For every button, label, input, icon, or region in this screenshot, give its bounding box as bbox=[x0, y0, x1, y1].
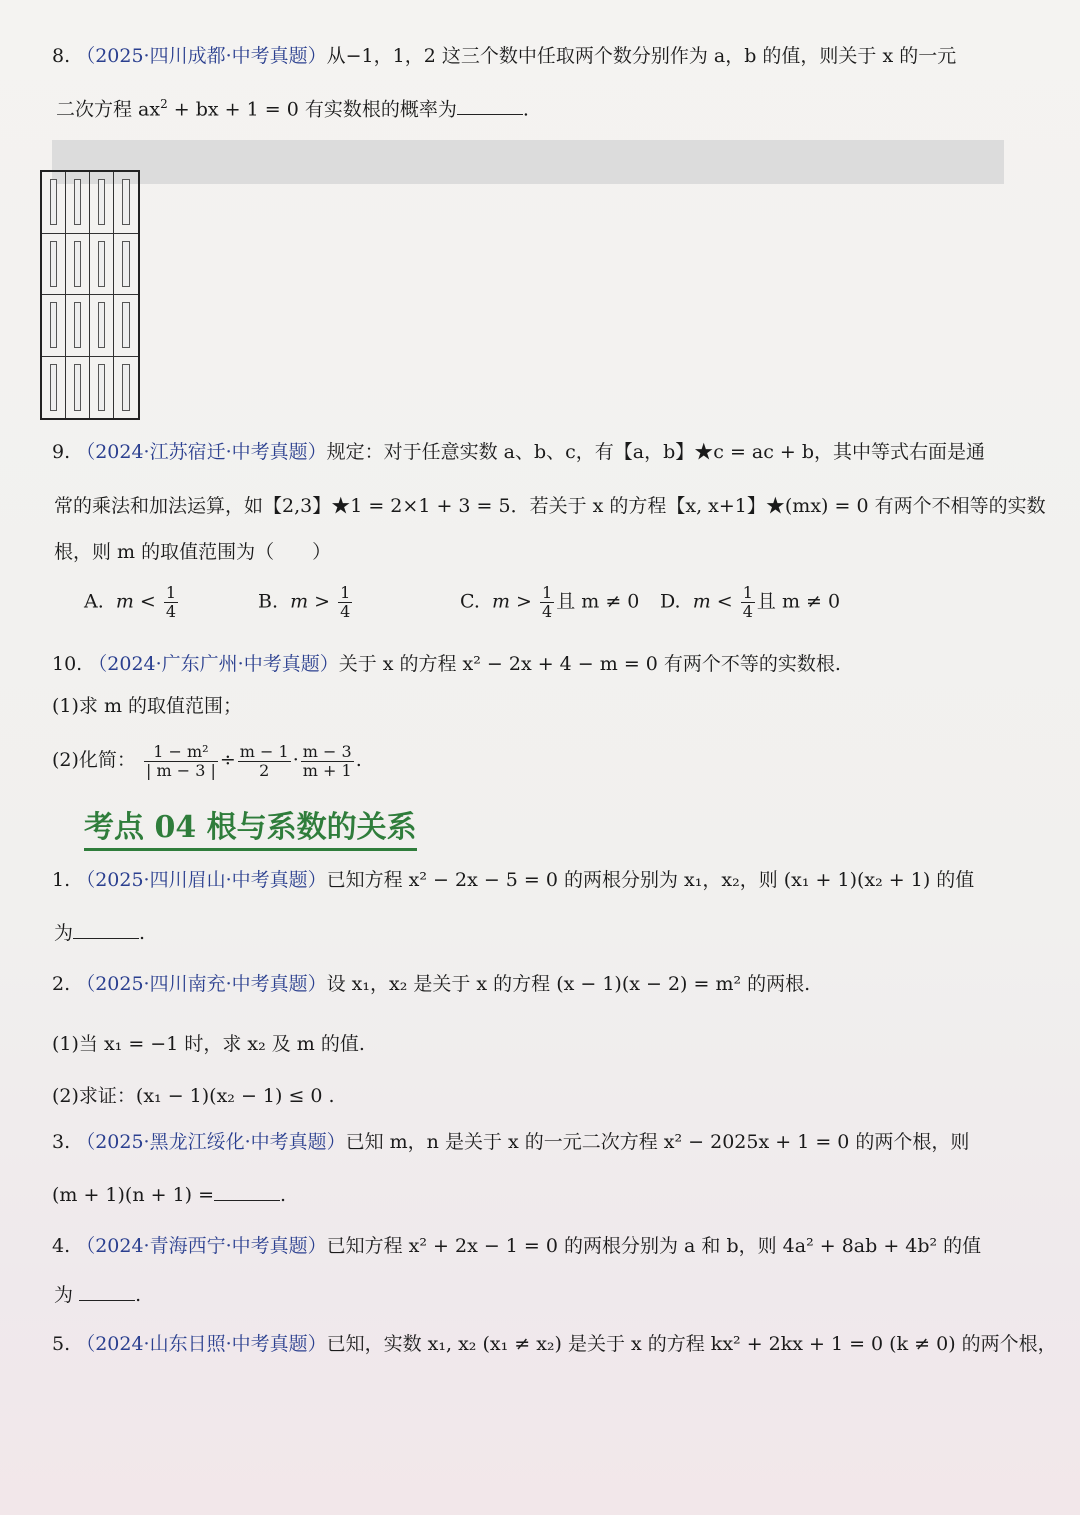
q10-part-1-text: (1)求 m 的取值范围； bbox=[52, 695, 243, 717]
option-condition: 且 m ≠ 0 bbox=[556, 590, 640, 613]
divide-operator: ÷ bbox=[219, 749, 236, 771]
s3-answer-blank[interactable] bbox=[214, 1182, 280, 1201]
fraction-numerator: 1 − m² bbox=[144, 743, 218, 762]
option-relation: m < bbox=[692, 590, 733, 613]
fraction-2 bbox=[238, 743, 291, 780]
fraction-numerator: m − 3 bbox=[302, 741, 352, 761]
s5-number: 5. bbox=[52, 1333, 71, 1355]
s3-text-2: (m + 1)(n + 1) = bbox=[52, 1184, 215, 1206]
s5-line-1 bbox=[52, 1332, 1057, 1356]
fraction-denominator: | m − 3 | bbox=[145, 760, 216, 780]
q10-text-1: 关于 x 的方程 x² − 2x + 4 − m = 0 有两个不等的实数根. bbox=[338, 653, 841, 675]
s3-line-2 bbox=[52, 1182, 286, 1207]
multiply-operator: · bbox=[292, 749, 299, 771]
q8-line-1 bbox=[52, 44, 956, 68]
q9-text-2: 常的乘法和加法运算，如【2,3】★1 = 2×1 + 3 = 5．若关于 x 的方程【x, x+1】★(mx) = 0 有两个不相等的实数 bbox=[54, 495, 1046, 517]
fraction-3 bbox=[301, 743, 354, 780]
fraction-1 bbox=[144, 743, 218, 780]
grey-band bbox=[52, 140, 1004, 184]
s1-line-1 bbox=[52, 868, 974, 892]
option-relation: m < bbox=[115, 590, 156, 613]
q9-text-1: 规定：对于任意实数 a、b、c，有【a，b】★c = ac + b，其中等式右面是通 bbox=[326, 441, 986, 463]
fraction bbox=[540, 584, 554, 621]
q9-option-a[interactable] bbox=[84, 584, 180, 621]
s2-part-1-text: (1)当 x₁ = −1 时，求 x₂ 及 m 的值. bbox=[52, 1033, 365, 1055]
s4-period: . bbox=[135, 1284, 142, 1306]
s4-answer-blank[interactable] bbox=[79, 1282, 135, 1301]
s5-text-1: 已知，实数 x₁, x₂ (x₁ ≠ x₂) 是关于 x 的方程 kx² + 2kx + 1 = 0 (k ≠ 0) 的两个根， bbox=[326, 1333, 1057, 1355]
option-condition: 且 m ≠ 0 bbox=[756, 590, 841, 613]
q9-option-d[interactable] bbox=[660, 584, 840, 621]
q9-number: 9. bbox=[52, 441, 71, 463]
q10-line-1 bbox=[52, 652, 841, 676]
fraction-numerator: 1 bbox=[542, 583, 553, 602]
option-label: A. bbox=[84, 590, 104, 613]
s2-source: （2025·四川南充·中考真题） bbox=[76, 973, 327, 995]
q8-line-2: 二次方程 $ax^2$ + bx + 1 = 0 有实数根的概率为 . bbox=[56, 97, 529, 121]
fraction-denominator: 4 bbox=[340, 602, 351, 621]
answer-grid-image bbox=[40, 170, 140, 420]
q10-number: 10. bbox=[52, 653, 83, 675]
s1-answer-blank[interactable] bbox=[73, 920, 139, 939]
s2-text-1: 设 x₁，x₂ 是关于 x 的方程 (x − 1)(x − 2) = m² 的两根. bbox=[326, 973, 811, 995]
s2-part-1 bbox=[52, 1032, 365, 1056]
q10-source: （2024·广东广州·中考真题） bbox=[88, 653, 339, 675]
fraction bbox=[164, 584, 178, 621]
fraction-denominator: m + 1 bbox=[302, 760, 352, 780]
fraction bbox=[338, 584, 352, 621]
s1-line-2 bbox=[54, 920, 145, 945]
fraction-numerator: m − 1 bbox=[239, 741, 289, 761]
option-label: D. bbox=[660, 590, 681, 613]
q8-text-2a: 二次方程 ax bbox=[56, 98, 161, 121]
s4-text-2: 为 bbox=[54, 1284, 74, 1306]
q8-text-2b: + bx + 1 = 0 有实数根的概率为 bbox=[167, 98, 457, 121]
option-relation: m > bbox=[492, 590, 532, 613]
fraction-denominator: 4 bbox=[165, 602, 177, 621]
q9-option-b[interactable] bbox=[258, 584, 354, 621]
s3-text-1: 已知 m，n 是关于 x 的一元二次方程 x² − 2025x + 1 = 0 的两个根，则 bbox=[345, 1131, 970, 1153]
s5-source: （2024·山东日照·中考真题） bbox=[76, 1333, 327, 1355]
q9-text-3: 根，则 m 的取值范围为（ ） bbox=[54, 541, 332, 563]
s1-period: . bbox=[139, 922, 146, 944]
s4-line-2 bbox=[54, 1282, 141, 1307]
fraction-numerator: 1 bbox=[340, 583, 351, 602]
q8-number: 8. bbox=[52, 45, 71, 67]
s1-source: （2025·四川眉山·中考真题） bbox=[76, 869, 327, 891]
q9-option-c[interactable] bbox=[460, 584, 639, 621]
q8-answer-blank[interactable] bbox=[457, 96, 523, 115]
option-label: B. bbox=[258, 590, 279, 613]
s3-number: 3. bbox=[52, 1131, 71, 1153]
fraction-denominator: 4 bbox=[742, 602, 753, 621]
q9-line-2 bbox=[54, 494, 1046, 518]
q10-part-1 bbox=[52, 694, 242, 718]
s3-line-1 bbox=[52, 1130, 969, 1154]
q9-source: （2024·江苏宿迁·中考真题） bbox=[76, 441, 327, 463]
fraction-numerator: 1 bbox=[742, 583, 753, 602]
s4-line-1 bbox=[52, 1234, 981, 1258]
s2-part-2-text: (2)求证：(x₁ − 1)(x₂ − 1) ≤ 0 . bbox=[52, 1085, 335, 1107]
s1-text-2: 为 bbox=[54, 922, 74, 944]
q10-part-2 bbox=[52, 740, 362, 780]
s3-period: . bbox=[280, 1184, 287, 1206]
q8-source: （2025·四川成都·中考真题） bbox=[76, 45, 327, 67]
fraction-numerator: 1 bbox=[165, 583, 177, 602]
q9-line-3 bbox=[54, 540, 331, 564]
section-title: 考点 04 根与系数的关系 bbox=[84, 802, 417, 851]
q9-line-1 bbox=[52, 440, 985, 464]
s2-part-2 bbox=[52, 1084, 335, 1108]
s2-line-1 bbox=[52, 972, 810, 996]
fraction bbox=[741, 584, 755, 621]
q10-period: . bbox=[355, 749, 362, 771]
option-label: C. bbox=[460, 590, 480, 613]
fraction-denominator: 2 bbox=[259, 760, 270, 780]
s1-number: 1. bbox=[52, 869, 71, 891]
s2-number: 2. bbox=[52, 973, 71, 995]
s4-source: （2024·青海西宁·中考真题） bbox=[76, 1235, 327, 1257]
s3-source: （2025·黑龙江绥化·中考真题） bbox=[76, 1131, 346, 1153]
q8-period: . bbox=[522, 98, 529, 121]
fraction-denominator: 4 bbox=[542, 602, 553, 621]
s4-number: 4. bbox=[52, 1235, 71, 1257]
option-relation: m > bbox=[290, 590, 331, 613]
s4-text-1: 已知方程 x² + 2x − 1 = 0 的两根分别为 a 和 b，则 4a² + 8ab + 4b² 的值 bbox=[326, 1235, 982, 1257]
s1-text-1: 已知方程 x² − 2x − 5 = 0 的两根分别为 x₁，x₂，则 (x₁ + 1)(x₂ + 1) 的值 bbox=[326, 869, 975, 891]
q10-part-2-label: (2)化简： bbox=[52, 749, 136, 771]
q8-text-1: 从−1，1，2 这三个数中任取两个数分别作为 a，b 的值，则关于 x 的一元 bbox=[326, 45, 957, 67]
